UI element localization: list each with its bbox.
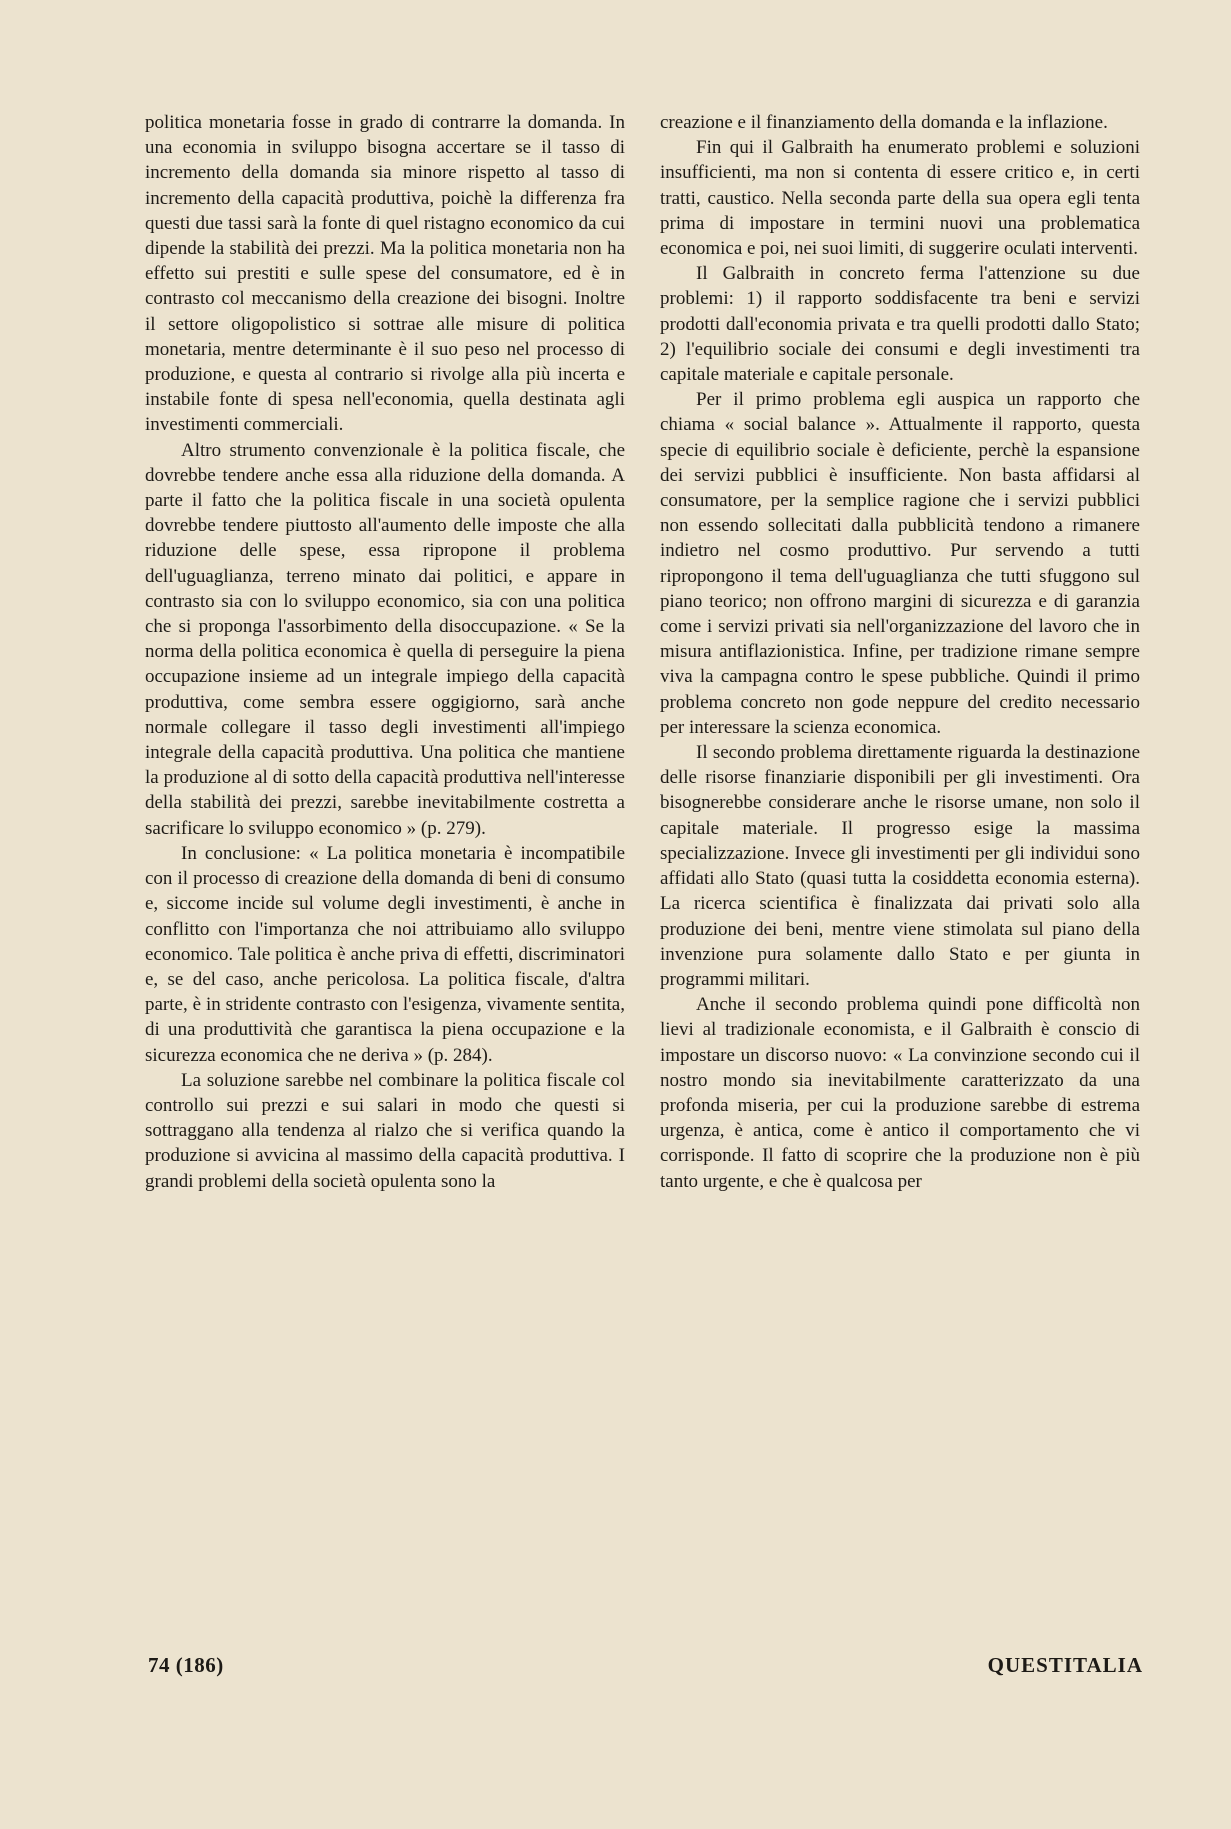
- paragraph: Anche il secondo problema quindi pone difficoltà non lievi al tradizionale economista, e il Galbraith è conscio di impostare un discorso nuovo: « La convinzione secondo cui il nostro mondo sia inevitabilmente caratterizzato da una profonda miseria, per cui la produzione sarebbe di estrema urgenza, è antica, come è antico il comportamento che vi corrisponde. Il fatto di scoprire che la produzione non è più tanto urgente, e che è qualcosa per: [660, 994, 1140, 1192]
- paragraph: Per il primo problema egli auspica un rapporto che chiama « social balance ». Attualmente il rapporto, questa specie di equilibrio sociale è deficiente, perchè la espansione dei servizi pubblici è insufficiente. Non basta affidarsi al consumatore, per la semplice ragione che i servizi pubblici non essendo sollecitati dalla pubblicità tendono a rimanere indietro nel cosmo produttivo. Pur servendo a tutti ripropongono il tema dell'uguaglianza che tutti sfuggono sul piano teorico; non offrono margini di sicurezza e di garanzia come i servizi privati sia nell'organizzazione del lavoro che in misura antiflazionistica. Infine, per tradizione rimane sempre viva la campagna contro le spese pubbliche. Quindi il primo problema concreto non gode neppure del credito necessario per interessare la scienza economica.: [660, 389, 1140, 738]
- paragraph: Il secondo problema direttamente riguarda la destinazione delle risorse finanziarie disponibili per gli investimenti. Ora bisognerebbe considerare anche le risorse umane, non solo il capitale materiale. Il progresso esige la massima specializzazione. Invece gli investimenti per gli individui sono affidati allo Stato (quasi tutta la cosiddetta economia esterna). La ricerca scientifica è finalizzata dai privati solo alla produzione dei beni, mentre viene stimolata sul piano della invenzione pura solamente dallo Stato e per giunta in programmi militari.: [660, 742, 1140, 990]
- magazine-title: QUESTITALIA: [987, 1653, 1143, 1677]
- paragraph: Il Galbraith in concreto ferma l'attenzione su due problemi: 1) il rapporto soddisfacente tra beni e servizi prodotti dall'economia privata e tra quelli prodotti dallo Stato; 2) l'equilibrio sociale dei consumi e degli investimenti tra capitale materiale e capitale personale.: [660, 263, 1140, 386]
- paragraph: La soluzione sarebbe nel combinare la politica fiscale col controllo sui prezzi e sui salari in modo che questi si sottraggano alla tendenza al rialzo che si verifica quando la produzione si avvicina al massimo della capacità produttiva. I grandi problemi della società opulenta sono la: [145, 1069, 625, 1192]
- page-number: 74 (186): [148, 1653, 224, 1677]
- right-column: [660, 110, 1140, 1194]
- paragraph: politica monetaria fosse in grado di contrarre la domanda. In una economia in sviluppo bisogna accertare se il tasso di incremento della domanda sia minore rispetto al tasso di incremento della capacità produttiva, poichè la differenza fra questi due tassi sarà la fonte di quel ristagno economico da cui dipende la stabilità dei prezzi. Ma la politica monetaria non ha effetto sui prestiti e sulle spese del consumatore, ed è in contrasto col meccanismo della creazione dei bisogni. Inoltre il settore oligopolistico si sottrae alle misure di politica monetaria, mentre determinante è il suo peso nel processo di produzione, e questa al contrario si rivolge alla più incerta e instabile fonte di spesa nell'economia, quella destinata agli investimenti commerciali.: [145, 112, 625, 436]
- paragraph: In conclusione: « La politica monetaria è incompatibile con il processo di creazione della domanda di beni di consumo e, siccome incide sul volume degli investimenti, è anche in conflitto con l'importanza che noi attribuiamo allo sviluppo economico. Tale politica è anche priva di effetti, discriminatori e, se del caso, anche pericolosa. La politica fiscale, d'altra parte, è in stridente contrasto con l'esigenza, vivamente sentita, di una produttività che garantisca la piena occupazione e la sicurezza economica che ne deriva » (p. 284).: [145, 842, 625, 1066]
- paragraph: creazione e il finanziamento della domanda e la inflazione.: [660, 112, 1108, 133]
- left-column: [145, 110, 625, 1194]
- paragraph: Fin qui il Galbraith ha enumerato problemi e soluzioni insufficienti, ma non si contenta di essere critico e, in certi tratti, caustico. Nella seconda parte della sua opera egli tenta prima di impostare in termini nuovi una problematica economica e poi, nei suoi limiti, di suggerire oculati interventi.: [660, 137, 1140, 260]
- paragraph: Altro strumento convenzionale è la politica fiscale, che dovrebbe tendere anche essa alla riduzione della domanda. A parte il fatto che la politica fiscale in una società opulenta dovrebbe tendere piuttosto all'aumento delle imposte che alla riduzione delle spese, essa ripropone il problema dell'uguaglianza, terreno minato dai politici, e appare in contrasto sia con lo sviluppo economico, sia con una politica che si proponga l'assorbimento della disoccupazione. « Se la norma della politica economica è quella di perseguire la piena occupazione insieme ad un integrale impiego della capacità produttiva, come sembra essere oggigiorno, sarà anche normale collegare il tasso degli investimenti all'impiego integrale della capacità produttiva. Una politica che mantiene la produzione al di sotto della capacità produttiva nell'interesse della stabilità dei prezzi, sarebbe inevitabilmente costretta a sacrificare lo sviluppo economico » (p. 279).: [145, 439, 625, 839]
